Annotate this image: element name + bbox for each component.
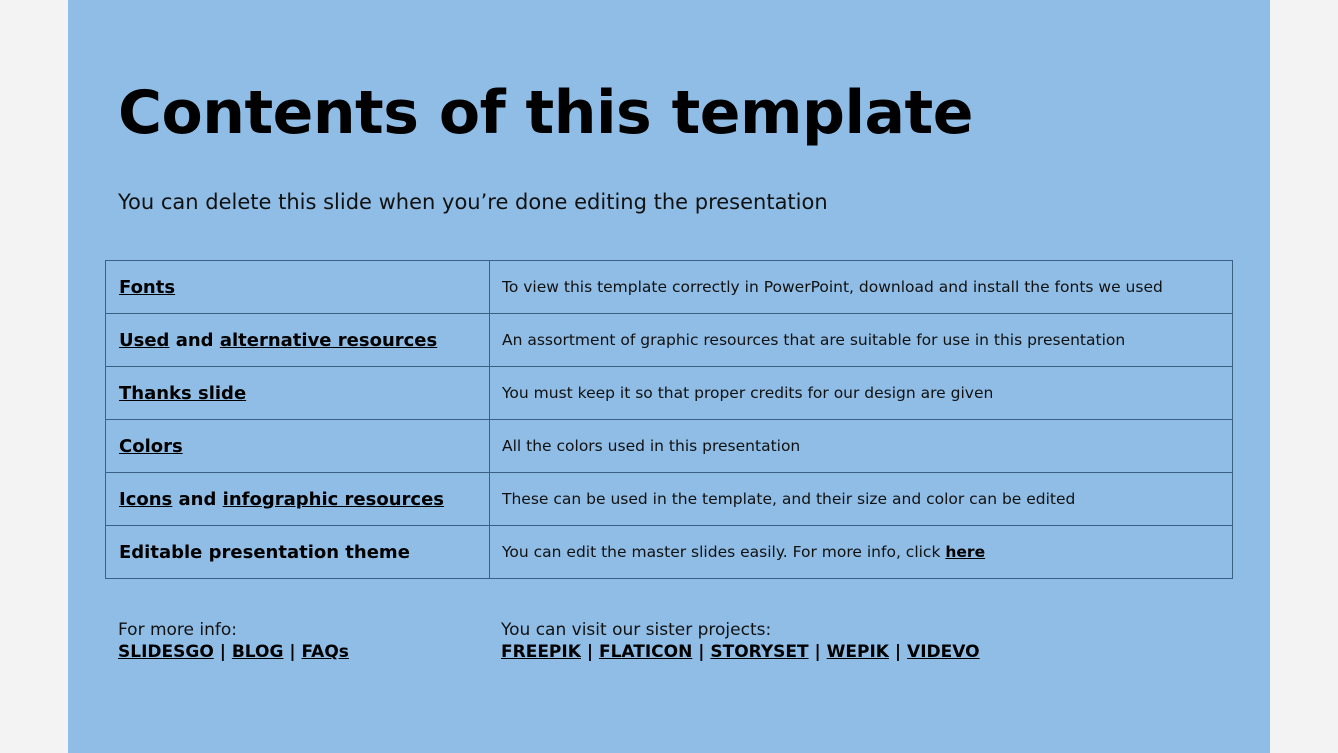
footer-more-info-label: For more info: [118,620,238,640]
table-row [106,261,1233,314]
row-title-connector: and [169,329,220,351]
row-description-cell: An assortment of graphic resources that are suitable for use in this presentation [490,314,1233,367]
row-title-cell [106,473,490,526]
footer-more-info-links [118,641,349,663]
footer-more-info [118,619,349,663]
freepik-link[interactable]: FREEPIK [501,642,581,662]
link-separator: | [219,642,226,662]
row-description-cell: You must keep it so that proper credits for our design are given [490,367,1233,420]
table-row [106,314,1233,367]
link-separator: | [586,642,594,662]
alternative-resources-link[interactable]: alternative resources [219,329,438,351]
footer-sister-projects [501,619,980,663]
row-description-cell: To view this template correctly in PowerPoint, download and install the fonts we used [490,261,1233,314]
table-row [106,473,1233,526]
table-row [106,526,1233,579]
icons-link[interactable]: Icons [119,488,173,510]
slide [68,0,1270,753]
footer-sister-projects-links [501,641,980,663]
contents-table [105,260,1233,579]
storyset-link[interactable]: STORYSET [710,642,809,662]
table-row [106,420,1233,473]
link-separator: | [814,642,821,662]
fonts-link[interactable]: Fonts [119,276,176,298]
row-description-cell: These can be used in the template, and their size and color can be edited [490,473,1233,526]
row-description-text: You can edit the master slides easily. For more info, click [502,543,946,561]
table-row [106,367,1233,420]
thanks-slide-link[interactable]: Thanks slide [119,382,247,404]
row-title-connector: and [172,488,223,510]
row-title-cell [106,261,490,314]
videvo-link[interactable]: VIDEVO [907,642,980,662]
slide-subtitle: You can delete this slide when you’re done editing the presentation [118,190,828,214]
flaticon-link[interactable]: FLATICON [598,642,693,662]
row-title-cell [106,314,490,367]
row-description-cell [490,526,1233,579]
row-description-cell: All the colors used in this presentation [490,420,1233,473]
footer-sister-projects-label: You can visit our sister projects: [501,620,772,640]
slidesgo-link[interactable]: SLIDESGO [118,642,214,662]
blog-link[interactable]: BLOG [231,642,284,662]
used-resources-link[interactable]: Used [119,329,170,351]
colors-link[interactable]: Colors [119,435,183,457]
row-title-cell [106,367,490,420]
link-separator: | [698,642,705,662]
link-separator: | [894,642,902,662]
infographic-resources-link[interactable]: infographic resources [222,488,444,510]
here-link[interactable]: here [945,543,986,561]
row-title-cell: Editable presentation theme [106,526,490,579]
link-separator: | [289,642,296,662]
faqs-link[interactable]: FAQs [301,642,349,662]
wepik-link[interactable]: WEPIK [826,642,889,662]
slide-title: Contents of this template [118,78,973,148]
row-title-cell [106,420,490,473]
